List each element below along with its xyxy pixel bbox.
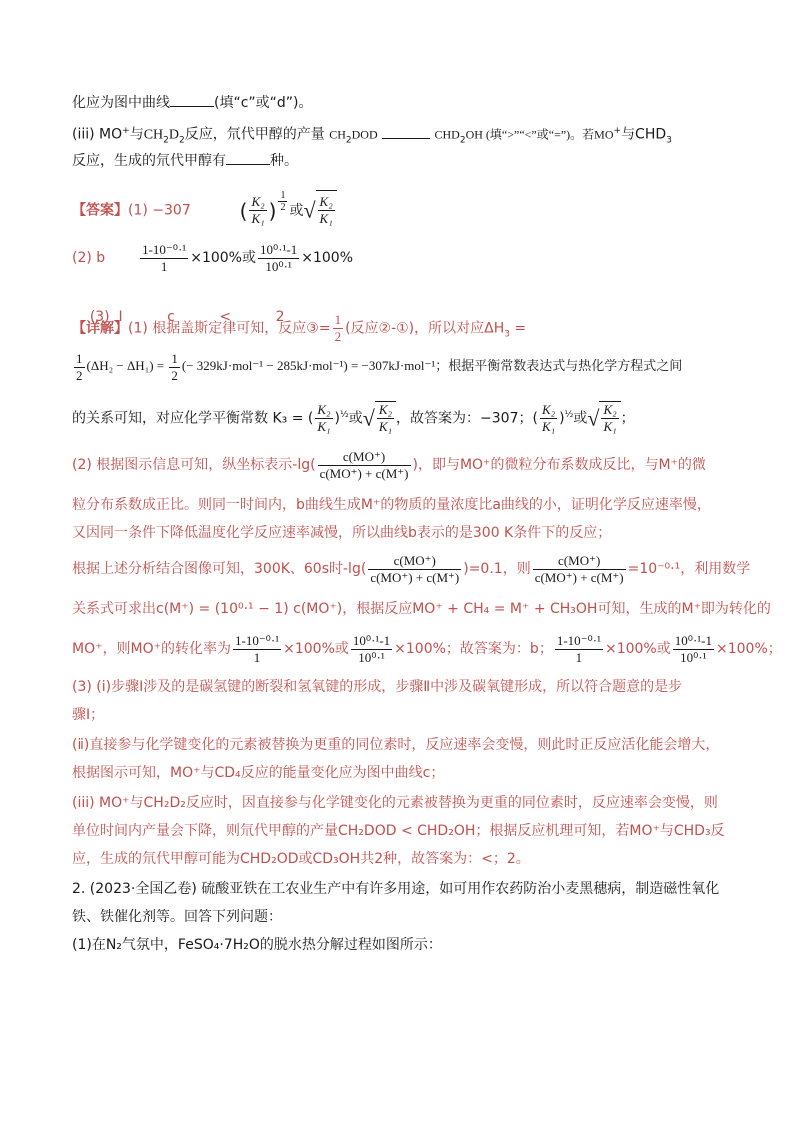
- text: ×100%或: [190, 250, 256, 266]
- text: 与: [129, 126, 144, 143]
- text: 应，生成的氘代甲醇可能为CHD₂OD或CD₃OH共2种，故答案为：<；2。: [72, 851, 530, 867]
- denominator: 10⁰·¹: [265, 258, 292, 274]
- part3-line-5: [72, 792, 718, 814]
- numerator: K₂: [541, 402, 556, 418]
- text: ×100%；故答案为：b；: [394, 641, 553, 657]
- part3-line-1: [72, 676, 682, 698]
- text: (1) −307: [128, 202, 191, 219]
- question-line-3: [72, 150, 298, 172]
- numerator: K₂: [317, 402, 331, 418]
- text: 或: [289, 202, 304, 219]
- numerator: 10⁰·¹-1: [259, 241, 298, 257]
- answer-line-1: 【答案】(1) −307 ( $\frac{\text{K₂}}{\text{K₁}}$ ) $\frac{1}{2}$ 或√ $\frac{\text{K₂}}{\text{K₁}}$: [72, 190, 337, 231]
- text: 反应，生成的氘代甲醇有: [72, 153, 226, 169]
- text: (填“c”或“d”)。: [214, 95, 313, 111]
- text: 根据上述分析结合图像可知，300K、60s时-lg(: [72, 561, 367, 577]
- denominator: 2: [171, 367, 178, 383]
- denominator: K₁: [319, 211, 333, 227]
- question2-line-2: [72, 906, 282, 928]
- text: (− 329kJ·mol⁻¹ − 285kJ·mol⁻¹) = −307kJ·mol⁻¹；根据平衡常数表达式与热化学方程式之间: [181, 358, 683, 373]
- part3-line-7: [72, 848, 530, 870]
- part2-line-6: [72, 630, 782, 668]
- question2-line-3: [72, 934, 442, 956]
- text: 的关系可知，对应化学平衡常数 K₃ = (: [72, 410, 314, 427]
- text: 骤Ⅰ；: [72, 707, 105, 723]
- text: (3) (ⅰ)步骤Ⅰ涉及的是碳氢键的断裂和氢氧键的形成，步骤Ⅱ中涉及碳氧键形成，所以符合题意的是步: [72, 679, 683, 695]
- detail-tag: 【详解】: [72, 320, 128, 337]
- denominator: K₁: [603, 419, 617, 435]
- text: (ⅱ)直接参与化学键变化的元素被替换为更重的同位素时，反应速率会变慢，则此时正反应活化能会增大，: [72, 737, 720, 753]
- answer-line-2: [72, 238, 353, 278]
- numerator: 1-10⁻⁰·¹: [556, 632, 601, 648]
- answer-tag: 【答案】: [72, 202, 128, 219]
- denominator: 10⁰·¹: [680, 649, 707, 665]
- denominator: 2: [280, 202, 286, 213]
- denominator: 1: [575, 649, 583, 665]
- question-line-2: (iii) MO+与$CH_2D_2$反应，氘代甲醇的产量 $CH_2DOD$ $CHD_2OH$ (填“>”“<”或“=”)。若MO+与$CHD_3$: [72, 120, 672, 151]
- text: MO⁺，则MO⁺的转化率为: [72, 641, 231, 657]
- text: 或: [348, 410, 363, 427]
- text: (1)在N₂气氛中，FeSO₄·7H₂O的脱水热分解过程如图所示：: [72, 937, 442, 953]
- numerator: c(MO⁺): [368, 553, 461, 570]
- detail-line-1: 【详解】(1) 根据盖斯定律可知，反应③= $\frac{1}{2}$ (反应②-①)，所以对应$\Delta H_3$ =: [72, 312, 527, 344]
- numerator: 1: [171, 350, 178, 366]
- numerator: 1: [280, 190, 286, 201]
- text: 根据图示可知，MO⁺与CD₄反应的能量变化应为图中曲线c；: [72, 765, 445, 781]
- text: 铁、铁催化剂等。回答下列问题：: [72, 909, 282, 925]
- text: 2. (2023·全国乙卷) 硫酸亚铁在工农业生产中有许多用途，如可用作农药防治小麦黑穗病，制造磁性氧化: [72, 881, 720, 897]
- numerator: 1-10⁻⁰·¹: [234, 632, 280, 648]
- part2-line-1: [72, 446, 706, 484]
- numerator: K₂: [378, 402, 393, 418]
- text: (1) 根据盖斯定律可知，反应③=: [128, 320, 331, 337]
- numerator: c(MO⁺): [533, 553, 626, 570]
- denominator: K₁: [317, 419, 331, 435]
- text: ×100%或: [283, 641, 349, 657]
- text: (ΔH₂ − ΔH₁) =: [86, 358, 165, 373]
- part2-line-4: [72, 550, 750, 588]
- text: )，即与MO⁺的微粒分布系数成反比，与M⁺的微: [412, 457, 706, 473]
- text: ×100%；: [716, 641, 782, 657]
- text: D: [168, 127, 180, 143]
- denominator: 1: [253, 649, 261, 665]
- answer-blank[interactable]: [170, 92, 214, 107]
- part3-line-6: [72, 820, 725, 842]
- text: 反应，氘代甲醇的产量: [184, 126, 325, 143]
- denominator: 10⁰·¹: [358, 649, 385, 665]
- denominator: c(MO⁺) + c(M⁺): [534, 569, 624, 585]
- numerator: 1: [76, 350, 83, 366]
- text: 又因同一条件下降低温度化学反应速率减慢，所以曲线b表示的是300 K条件下的反应；: [72, 525, 612, 541]
- part3-line-3: [72, 734, 719, 756]
- text: 关系式可求出c(M⁺) = (10⁰·¹ − 1) c(MO⁺)，根据反应MO⁺ + CH₄ = M⁺ + CH₃OH可知，生成的M⁺即为转化的: [72, 601, 771, 617]
- question2-line-1: [72, 878, 719, 900]
- text: =: [509, 320, 527, 337]
- text: (反应②-①)，所以对应ΔH: [345, 320, 505, 337]
- denominator: K₁: [378, 419, 393, 435]
- text: CH: [329, 127, 346, 142]
- text: )=0.1，则: [463, 561, 531, 577]
- text: (3) I c < 2: [89, 309, 285, 325]
- denominator: K₁: [251, 211, 265, 226]
- numerator: 10⁰·¹-1: [674, 632, 713, 648]
- text: ×100%或: [604, 641, 671, 657]
- part3-line-2: [72, 704, 104, 726]
- part3-line-4: [72, 762, 444, 784]
- denominator: 2: [76, 367, 83, 383]
- text: ；: [620, 410, 635, 427]
- text: 单位时间内产量会下降，则氘代甲醇的产量CH₂DOD < CHD₂OH；根据反应机理可知，若MO⁺与CHD₃反: [72, 823, 725, 839]
- text: OH (填“>”“<”或“=”)。若MO: [465, 127, 614, 142]
- text: 粒分布系数成正比。则同一时间内，b曲线生成M⁺的物质的量浓度比a曲线的小，证明化学反应速率慢，: [72, 497, 711, 513]
- question-line-1: [72, 92, 313, 114]
- numerator: 1-10⁻⁰·¹: [142, 241, 187, 257]
- denominator: 2: [334, 329, 342, 344]
- numerator: 1: [334, 312, 342, 327]
- text: (iii) MO⁺与CH₂D₂反应时，因直接参与化学键变化的元素被替换为更重的同位素时，反应速率会变慢，则: [72, 795, 718, 811]
- text: CHD: [434, 127, 460, 142]
- text: (2) 根据图示信息可知，纵坐标表示-lg(: [72, 457, 316, 473]
- answer-blank[interactable]: [382, 124, 430, 139]
- relation-line: 的关系可知，对应化学平衡常数 K₃ = ( $\frac{\text{K₂}}{\text{K₁}}$ )$^{\frac{1}{2}}$或√ $\frac{\text{K₂}}{\text{K₁}}$ ，故答案为：−307；( $\frac{\text{K₂}}{\text{K₁}}$ )$^{\frac{1}{2}}$或√ $\frac{\text{K₂}}{\text{K₁}}$ ；: [72, 402, 635, 435]
- numerator: c(MO⁺): [318, 449, 411, 466]
- numerator: 10⁰·¹-1: [352, 632, 391, 648]
- part2-line-3: [72, 522, 611, 544]
- part2-line-2: [72, 494, 711, 516]
- denominator: 1: [160, 258, 168, 274]
- text: 或: [573, 410, 588, 427]
- denominator: c(MO⁺) + c(M⁺): [319, 465, 409, 481]
- text: 化应为图中曲线: [72, 95, 170, 111]
- text: DOD: [351, 127, 378, 142]
- text: (iii) MO: [72, 126, 123, 143]
- numerator: K₂: [251, 194, 265, 209]
- text: (2) b: [72, 250, 106, 266]
- text: CH: [143, 127, 164, 143]
- part2-line-5: [72, 598, 771, 620]
- numerator: K₂: [319, 194, 333, 210]
- text: =10⁻⁰·¹，利用数学: [627, 561, 751, 577]
- text: ×100%: [301, 250, 354, 266]
- answer-blank[interactable]: [226, 150, 270, 165]
- numerator: K₂: [603, 402, 617, 418]
- text: ，故答案为：−307；(: [396, 410, 538, 427]
- text: 种。: [270, 153, 298, 169]
- denominator: K₁: [541, 419, 556, 435]
- equation-line: [72, 350, 682, 384]
- text: 与CHD: [621, 126, 667, 143]
- denominator: c(MO⁺) + c(M⁺): [370, 569, 460, 585]
